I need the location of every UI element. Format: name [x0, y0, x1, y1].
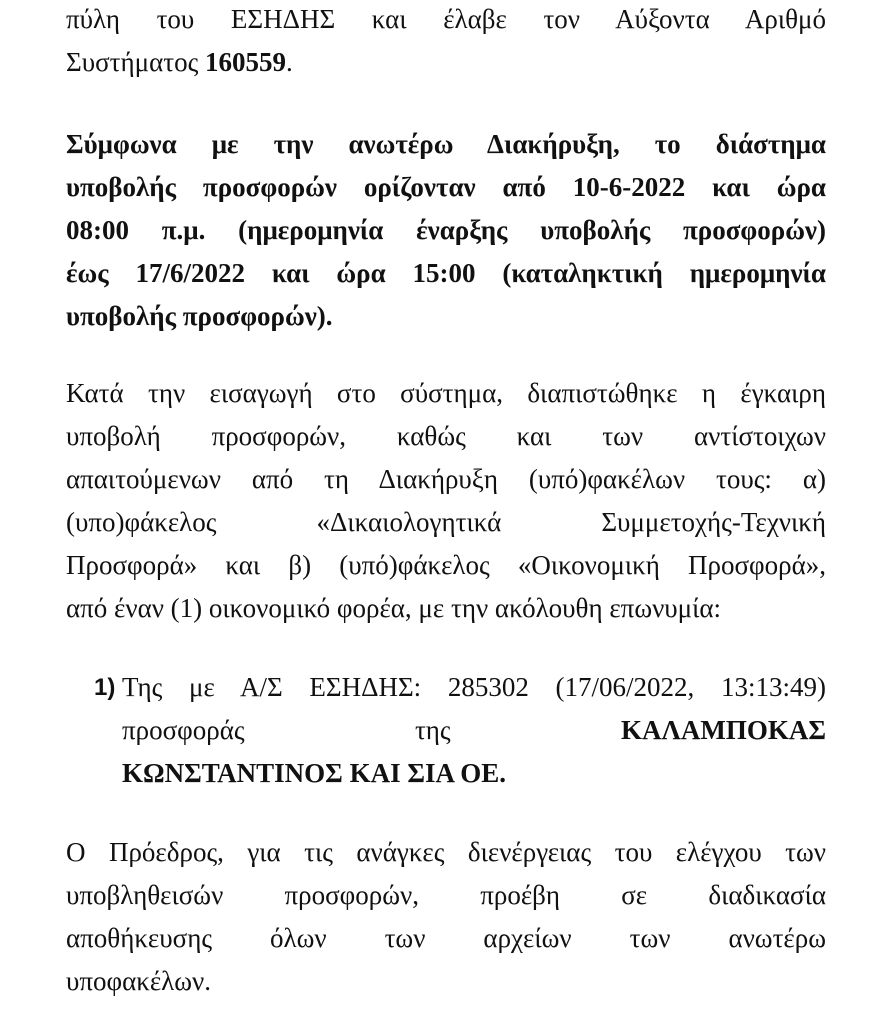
text-line: υποφακέλων. — [66, 966, 211, 996]
text-line: πύλη του ΕΣΗΔΗΣ και έλαβε τον Αύξοντα Αριθμό — [66, 4, 826, 34]
company-name: ΚΩΝΣΤΑΝΤΙΝΟΣ ΚΑΙ ΣΙΑ ΟΕ. — [122, 758, 507, 788]
text-line — [66, 41, 826, 84]
text-line: υποβληθεισών προσφορών, προέβη σε διαδικασία — [66, 880, 826, 910]
company-name: ΚΑΛΑΜΠΟΚΑΣ — [621, 715, 826, 745]
text-fragment: . — [286, 47, 293, 77]
text-line: έως 17/6/2022 και ώρα 15:00 (καταληκτική ημερομηνία — [66, 258, 826, 288]
text-line: (υπο)φάκελος «Δικαιολογητικά Συμμετοχής-Τεχνική — [66, 507, 826, 537]
paragraph-president-action — [66, 831, 826, 1003]
text-line: απαιτούμενων από τη Διακήρυξη (υπό)φακέλων τους: α) — [66, 464, 826, 494]
text-line: αποθήκευσης όλων των αρχείων των ανωτέρω — [66, 923, 826, 953]
text-line: Σύμφωνα με την ανωτέρω Διακήρυξη, το διάστημα — [66, 129, 826, 159]
text-line: Προσφορά» και β) (υπό)φάκελος «Οικονομική Προσφορά», — [66, 550, 826, 580]
text-line: υποβολής προσφορών ορίζονταν από 10-6-2022 και ώρα — [66, 172, 826, 202]
text-line: Ο Πρόεδρος, για τις ανάγκες διενέργειας του ελέγχου των — [66, 837, 826, 867]
text-line: υποβολή προσφορών, καθώς και των αντίστοιχων — [66, 421, 826, 451]
text-line: από έναν (1) οικονομικό φορέα, με την ακόλουθη επωνυμία: — [66, 593, 722, 623]
system-number: 160559 — [205, 47, 287, 77]
text-line: Της με Α/Σ ΕΣΗΔΗΣ: 285302 (17/06/2022, 13:13:49) — [122, 672, 826, 702]
text-line: 08:00 π.μ. (ημερομηνία έναρξης υποβολής προσφορών) — [66, 215, 826, 245]
paragraph-submission-period — [66, 123, 826, 338]
paragraph-submission-number — [66, 0, 826, 84]
text-line: υποβολής προσφορών). — [66, 301, 333, 331]
text-line: Κατά την εισαγωγή στο σύστημα, διαπιστώθηκε η έγκαιρη — [66, 378, 826, 408]
list-item-body — [122, 666, 826, 795]
list-marker: 1) — [94, 674, 116, 701]
text-fragment: Συστήματος — [66, 47, 206, 77]
paragraph-system-entry — [66, 372, 826, 630]
text-line — [122, 709, 826, 752]
text-fragment: προσφοράς της — [122, 715, 451, 745]
